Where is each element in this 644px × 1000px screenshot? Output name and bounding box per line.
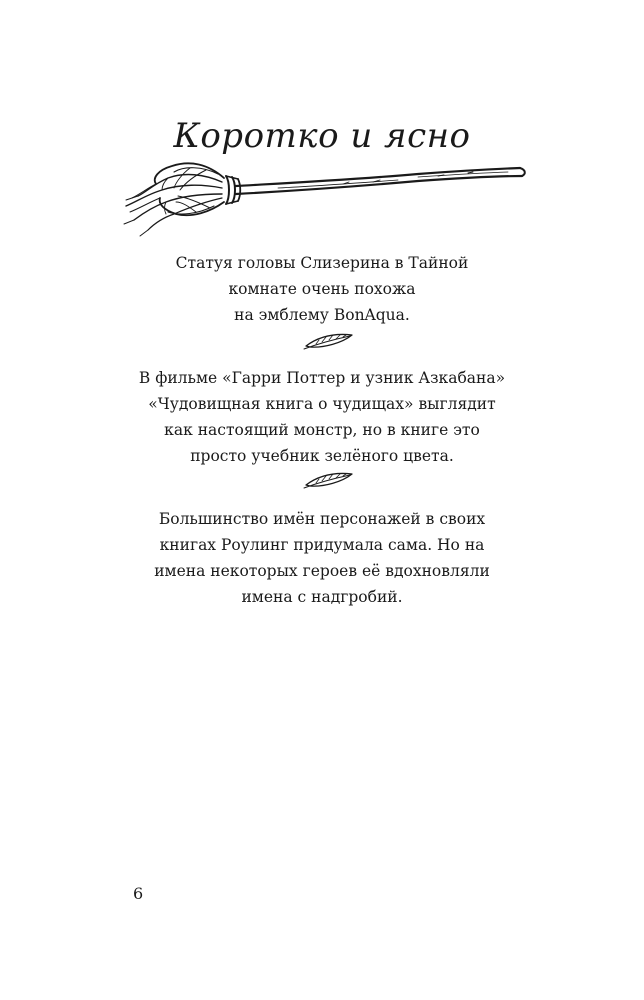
- page-number: 6: [133, 884, 144, 903]
- fact-line: как настоящий монстр, но в книге это: [164, 421, 480, 439]
- fact-line: на эмблему BonAqua.: [234, 306, 410, 324]
- fact-paragraph: [0, 250, 644, 328]
- fact-line: В фильме «Гарри Поттер и узник Азкабана»: [138, 369, 506, 387]
- page-title: Коротко и ясно: [173, 116, 471, 156]
- fact-line: Статуя головы Слизерина в Тайной: [175, 254, 469, 272]
- broom-icon: [118, 152, 530, 252]
- fact-line: книгах Роулинг придумала сама. Но на: [159, 536, 485, 554]
- fact-paragraph: [0, 365, 644, 469]
- leaf-icon: [302, 331, 356, 351]
- leaf-icon: [302, 470, 356, 490]
- fact-paragraph: [0, 506, 644, 610]
- fact-line: комнате очень похожа: [228, 280, 416, 298]
- fact-line: «Чудовищная книга о чудищах» выглядит: [148, 395, 496, 413]
- fact-line: имена некоторых героев её вдохновляли: [154, 562, 490, 580]
- fact-line: имена с надгробий.: [241, 588, 403, 606]
- fact-line: Большинство имён персонажей в своих: [158, 510, 486, 528]
- fact-line: просто учебник зелёного цвета.: [190, 447, 454, 465]
